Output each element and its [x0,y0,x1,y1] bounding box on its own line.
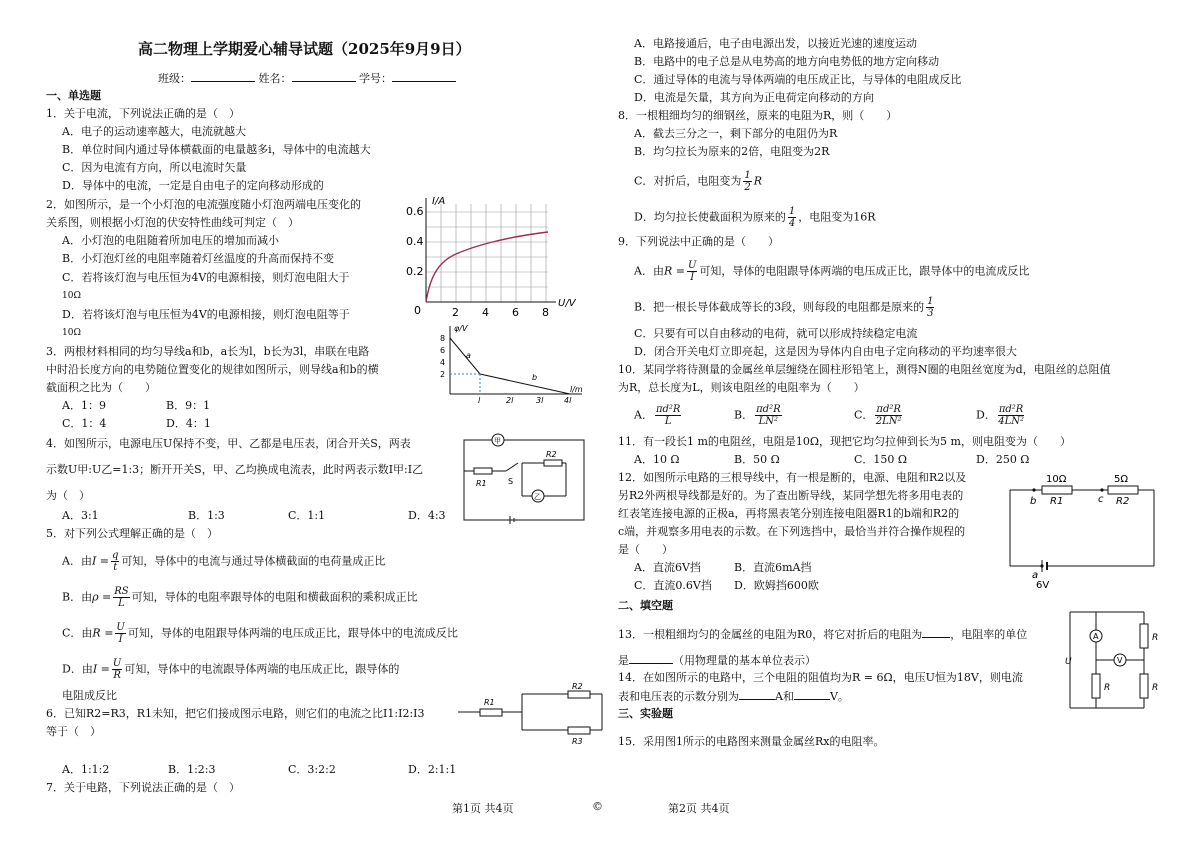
q4-circuit-figure [456,432,586,528]
q14-r-bottom-right: R [1152,683,1159,693]
q12-r1: R1 [1050,496,1064,507]
q5c-text: 可知，导体的电阻跟导体两端的电压成正比，跟导体中的电流成反比 [127,626,458,640]
q9a-num: U [687,260,697,271]
q9b-den: 3 [927,308,934,319]
q10a-den: L [664,416,672,427]
q1-option-a[interactable]: A．电子的运动速率越大，电流就越大 [62,125,246,138]
q6-option-c[interactable]: C．3:2:2 [288,763,336,776]
q10a-label: A． [634,408,653,422]
q8-option-a[interactable]: A．截去三分之一，剩下部分的电阻仍为R [634,127,838,140]
q6-r2: R2 [572,682,583,691]
iv-xtick-8: 8 [542,306,549,319]
q7-option-c[interactable]: C．通过导体的电流与导体两端的电压成正比，与导体的电阻成反比 [634,73,962,86]
q14-blank-voltmeter[interactable] [794,688,830,700]
q4-stem-1: 4．如图所示，电源电压U保持不变，甲、乙都是电压表，闭合开关S，两表 [46,437,411,450]
q7-option-a[interactable]: A．电路接通后，电子由电源出发，以接近光速的速度运动 [634,37,917,50]
q9-option-a[interactable] [634,260,1029,283]
q5-option-c[interactable] [62,622,458,645]
q1-stem: 1．关于电流，下列说法正确的是（ ） [46,107,240,120]
q14-circuit-figure [1066,604,1166,716]
student-info [158,70,456,86]
segment-b [480,374,570,394]
phi-xtick-l: l [478,396,481,405]
q5-option-b[interactable] [62,586,418,609]
q9b-text: B．把一根长导体截成等长的3段，则每段的电阻都是原来的 [634,300,925,314]
q5a-formula-lhs: I = [91,554,110,568]
q8-stem: 8．一根粗细均匀的细钢丝，原来的电阻为R，则（ ） [618,109,898,122]
q9b-num: 1 [927,296,934,307]
q2-stem-2: 关系图，则根据小灯泡的伏安特性曲线可判定（ ） [46,216,299,229]
q4-option-a[interactable]: A．3:1 [62,509,99,522]
q10d-label: D． [976,408,996,422]
q7-stem: 7．关于电路，下列说法正确的是（ ） [46,781,240,794]
q10-option-b[interactable] [734,404,784,427]
q1-option-d[interactable]: D．导体中的电流，一定是自由电子的定向移动形成的 [62,179,324,192]
iv-xlabel: U/V [558,298,576,309]
q13-l2-pre: 是 [618,654,629,667]
q9a-prefix: A．由 [634,264,664,278]
q3-stem-1: 3．两根材料相同的均匀导线a和b，a长为l，b长为3l，串联在电路 [46,345,370,358]
q5d-prefix: D．由 [62,662,93,676]
q5b-prefix: B．由 [62,590,93,604]
q5c-formula-lhs: R = [92,626,114,640]
q5-option-d-cont: 电阻成反比 [62,689,117,702]
q12-option-d[interactable]: D．欧姆挡600欧 [734,579,819,592]
iv-origin: 0 [414,304,421,317]
q4-option-c[interactable]: C．1:1 [288,509,326,522]
q5b-den: L [118,598,125,609]
q9-stem: 9．下列说法中正确的是（ ） [618,235,779,248]
q7-option-d[interactable]: D．电流是矢量，其方向为正电荷定向移动的方向 [634,91,874,104]
q8d-num: 1 [788,206,796,217]
q5d-num: U [112,658,122,669]
q13-blank-1[interactable] [922,626,950,638]
q11-option-b[interactable]: B．50 Ω [734,453,780,466]
q10c-den: 2LN² [875,416,902,427]
q9-option-d[interactable]: D．闭合开关电灯立即亮起，这是因为导体内自由电子定向移动的平均速率很大 [634,345,1017,358]
q5c-den: I [118,634,123,645]
iv-ytick-06: 0.6 [406,205,424,218]
q4-option-b[interactable]: B．1:3 [188,509,225,522]
class-field[interactable] [191,70,255,82]
q4-option-d[interactable]: D．4:3 [408,509,446,522]
phi-ytick-6: 6 [440,346,446,355]
iv-ytick-04: 0.4 [406,235,424,248]
q13-line-1 [618,626,1027,642]
q10b-label: B． [734,408,754,422]
id-field[interactable] [392,70,456,82]
q6-circuit-figure [456,682,606,746]
q8-option-c[interactable] [634,170,762,193]
q5b-num: RS [114,586,129,597]
phi-ytick-2: 2 [440,370,446,379]
q6-r3: R3 [572,737,583,746]
q10a-num: πd²R [655,404,681,415]
q14-l2-pre: 表和电压表的示数分别为 [618,690,739,703]
q4-r2: R2 [546,450,557,459]
q5-option-a[interactable] [62,550,385,573]
q14-stem-1: 14．在如图所示的电路中，三个电阻的阻值均为R = 6Ω，电压U恒为18V，则电流 [618,671,1023,684]
q2-option-b[interactable]: B．小灯泡灯丝的电阻率随着灯丝温度的升高而保持不变 [62,252,335,265]
q14-stem-2 [618,688,849,704]
segment-a [450,338,480,374]
q5c-num: U [116,622,125,633]
label-b: b [532,373,538,382]
exam-title: 高二物理上学期爱心辅导试题（2025年9月9日） [138,40,471,58]
q14-r-bottom-left: R [1104,683,1111,693]
q5a-prefix: A．由 [62,554,92,568]
iv-curve [426,232,548,302]
footer-copyright: © [592,800,603,813]
q10-stem-2: 为R，总长度为L，则该电阻丝的电阻率为（ ） [618,381,865,394]
q5-option-d[interactable] [62,658,399,681]
q12-option-c[interactable]: C．直流0.6V挡 [634,579,712,592]
q14-l2-mid: A和 [775,690,794,703]
q12-point-a: a [1032,570,1039,581]
q8c-den: 2 [744,182,751,193]
q8d-text: ，电阻变为16R [798,210,876,224]
q5a-den: t [113,562,118,573]
q10-option-d[interactable] [976,404,1026,427]
q10d-num: πd²R [998,404,1024,415]
phi-xtick-3l: 3l [536,396,544,405]
q14-voltage-label: U [1065,657,1072,667]
q2-option-c-cont: 10Ω [62,291,81,301]
q9a-text: 可知，导体的电阻跟导体两端的电压成正比，跟导体中的电流成反比 [699,264,1030,278]
q9-option-b[interactable] [634,296,936,319]
q13-text-pre: 13．一根粗细均匀的金属丝的电阻为R0，将它对折后的电阻为 [618,628,923,641]
section-fill-blank: 二、填空题 [618,599,673,612]
q6-r1: R1 [484,698,495,707]
q5b-text: 可知，导体的电阻率跟导体的电阻和横截面积的乘积成正比 [131,590,418,604]
q6-option-a[interactable]: A．1:1:2 [62,763,110,776]
q3-stem-2: 中时沿长度方向的电势随位置变化的规律如图所示，则导线a和b的横 [46,363,379,376]
q9a-formula-lhs: R = [663,264,685,278]
iv-curve-figure [406,192,596,322]
footer-page-1: 第1页 共4页 [452,802,514,815]
q14-l2-post: V。 [829,690,849,703]
q2-stem-1: 2．如图所示，是一个小灯泡的电流强度随小灯泡两端电压变化的 [46,198,361,211]
q8d-prefix: D．均匀拉长使截面积为原来的 [634,210,786,224]
iv-xtick-4: 4 [482,306,489,319]
q13-text-mid: ，电阻率的单位 [950,628,1028,641]
q5d-text: 可知，导体中的电流跟导体两端的电压成正比，跟导体的 [124,662,400,676]
q9a-den: I [690,272,695,283]
q5a-num: q [112,550,119,561]
name-label: 姓名： [258,72,292,85]
section-experiment: 三、实验题 [618,707,673,720]
q4-switch-s: S [508,477,514,486]
q5a-text: 可知，导体中的电流与通过导体横截面的电荷量成正比 [121,554,386,568]
q13-blank-2[interactable] [629,652,673,664]
iv-ytick-02: 0.2 [406,265,424,278]
q13-line-2 [618,652,816,668]
potential-figure [436,322,586,404]
footer-page-2: 第2页 共4页 [668,802,730,815]
q5b-formula-lhs: ρ = [92,590,112,604]
phi-ytick-8: 8 [440,334,446,343]
q15-stem: 15．采用图1所示的电路图来测量金属丝Rx的电阻率。 [618,735,885,748]
q14-blank-ammeter[interactable] [739,688,775,700]
q4-r1: R1 [476,479,487,488]
q5c-prefix: C．由 [62,626,93,640]
q10-option-a[interactable] [634,404,683,427]
q12-point-b: b [1030,496,1037,507]
q2-option-a[interactable]: A．小灯泡的电阻随着所加电压的增加而减小 [62,234,279,247]
q5d-formula-lhs: I = [92,662,110,676]
q3-option-b[interactable]: B．9：1 [166,399,211,412]
q8-option-d[interactable] [634,206,875,229]
q3-option-d[interactable]: D．4：1 [166,417,211,430]
q8c-num: 1 [744,170,751,181]
q8c-R: R [753,174,763,188]
q12-r2: R2 [1116,496,1130,507]
q6-stem-1: 6．已知R2=R3，R1未知，把它们接成图示电路，则它们的电流之比I1:I2:I3 [46,707,425,720]
phi-xlabel: l/m [570,385,583,394]
q1-option-b[interactable]: B．单位时间内通过导体横截面的电量越多i，导体中的电流越大 [62,143,371,156]
q6-option-b[interactable]: B．1:2:3 [168,763,216,776]
q4-meter-jia: 甲 [494,437,501,445]
phi-ytick-4: 4 [440,358,446,367]
id-label: 学号： [359,72,392,85]
q8d-den: 4 [788,218,796,229]
iv-xtick-2: 2 [452,306,459,319]
q12-option-b[interactable]: B．直流6mA挡 [734,561,812,574]
q11-option-c[interactable]: C．150 Ω [854,453,908,466]
q10b-den: LN² [758,416,779,427]
q2-option-c[interactable]: C．若将该灯泡与电压恒为4V的电源相接，则灯泡电阻大于 [62,271,350,284]
q10b-num: πd²R [756,404,781,415]
q8-option-b[interactable]: B．均匀拉长为原来的2倍，电阻变为2R [634,145,830,158]
phi-xtick-4l: 4l [564,396,572,405]
q10c-num: πd²R [876,404,901,415]
iv-xtick-6: 6 [512,306,519,319]
q3-stem-3: 截面积之比为（ ） [46,381,156,394]
q8c-text: C．对折后，电阻变为 [634,174,742,188]
q2-option-d-cont: 10Ω [62,328,81,338]
q12-stem-1: 12．如图所示电路的三根导线中，有一根是断的，电源、电阻和R2以及 [618,471,967,484]
q12-circuit-figure [1002,470,1162,590]
q11-option-d[interactable]: D．250 Ω [976,453,1030,466]
q7-option-b[interactable]: B．电路中的电子总是从电势高的地方向电势低的地方定向移动 [634,55,940,68]
name-field[interactable] [292,70,356,82]
q6-option-d[interactable]: D．2:1:1 [408,763,457,776]
class-label: 班级： [158,72,191,85]
section-single-choice: 一、单选题 [46,89,101,102]
q10-option-c[interactable] [854,404,904,427]
q10c-label: C． [854,408,874,422]
label-a: a [466,351,471,360]
q11-stem: 11．有一段长1 m的电阻丝，电阻是10Ω，现把它均匀拉伸到长为5 m，则电阻变为（ ） [618,435,1071,448]
q3-option-c[interactable]: C．1：4 [62,417,107,430]
q1-option-c[interactable]: C．因为电流有方向，所以电流时矢量 [62,161,247,174]
q4-stem-3: 为（ ） [46,489,90,502]
q12-r2-value: 5Ω [1114,474,1129,485]
q2-option-d[interactable]: D．若将该灯泡与电压恒为4V的电源相接，则灯泡电阻等于 [62,308,350,321]
q10-stem-1: 10．某同学将待测量的金属丝单层缠绕在圆柱形铅笔上，测得N圈的电阻丝宽度为d，电阻丝的总阻值 [618,363,1111,376]
q9-option-c[interactable]: C．只要有可以自由移动的电荷，就可以形成持续稳定电流 [634,327,918,340]
q14-r-top-right: R [1152,633,1159,643]
q13-l2-post: （用物理量的基本单位表示） [673,654,816,667]
q12-option-a[interactable]: A．直流6V挡 [634,561,701,574]
q6-stem-2: 等于（ ） [46,725,101,738]
q14-ammeter-label: A [1093,632,1099,641]
q12-stem-5: 是（ ） [618,543,673,556]
q12-stem-2: 另R2外两根导线都是好的。为了查出断导线，某同学想先将多用电表的 [618,489,964,502]
q5-stem: 5．对下列公式理解正确的是（ ） [46,527,218,540]
q4-stem-2: 示数U甲:U乙=1:3；断开开关S，甲、乙均换成电流表，此时两表示数I甲:I乙 [46,463,424,476]
iv-ylabel: I/A [432,196,446,207]
phi-ylabel: φ/V [454,324,468,333]
q11-option-a[interactable]: A．10 Ω [634,453,680,466]
q14-voltmeter-label: V [1117,656,1123,665]
q10d-den: 4LN² [998,416,1024,427]
q12-stem-3: 红表笔连接电源的正极a，再将黑表笔分别连接电阻器R1的b端和R2的 [618,507,960,520]
phi-xtick-2l: 2l [506,396,514,405]
q3-option-a[interactable]: A．1：9 [62,399,106,412]
q12-r1-value: 10Ω [1046,474,1067,485]
q12-stem-4: c端，并观察多用电表的示数。在下列选挡中，最恰当并符合操作规程的 [618,525,966,538]
q4-meter-yi: 乙 [534,493,541,501]
q5d-den: R [113,670,121,681]
q12-point-c: c [1098,494,1104,505]
q12-emf: 6V [1036,580,1050,591]
